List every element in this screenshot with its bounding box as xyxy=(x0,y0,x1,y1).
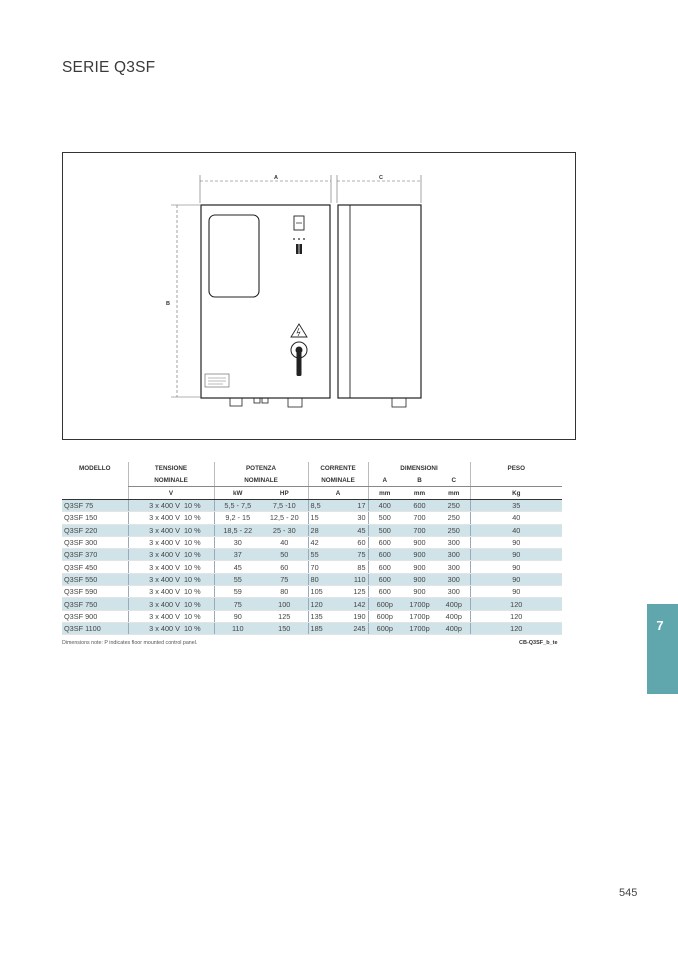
cell-current-max: 45 xyxy=(336,524,368,536)
cell-dim-c: 300 xyxy=(438,536,470,548)
cell-current-max: 75 xyxy=(336,549,368,561)
cell-power-hp: 40 xyxy=(261,536,308,548)
cell-weight: 120 xyxy=(470,622,562,634)
dimension-a-label: A xyxy=(274,175,278,181)
cell-model: Q3SF 550 xyxy=(62,573,128,585)
cell-current-min: 80 xyxy=(308,573,336,585)
header-modello: MODELLO xyxy=(79,464,111,472)
cell-dim-b: 900 xyxy=(401,536,438,548)
cell-dim-a: 600p xyxy=(368,610,401,622)
cell-dim-a: 400 xyxy=(368,500,401,512)
header-potenza: POTENZA xyxy=(214,462,308,474)
cell-weight: 120 xyxy=(470,598,562,610)
cell-weight: 90 xyxy=(470,586,562,598)
cell-power-kw: 9,2 - 15 xyxy=(214,512,261,524)
cell-model: Q3SF 590 xyxy=(62,586,128,598)
cell-current-min: 185 xyxy=(308,622,336,634)
cell-current-min: 42 xyxy=(308,536,336,548)
table-header-row-2 xyxy=(62,474,562,487)
cell-model: Q3SF 450 xyxy=(62,561,128,573)
cell-voltage: 3 x 400 V xyxy=(128,610,182,622)
cell-voltage: 3 x 400 V xyxy=(128,561,182,573)
cell-current-min: 135 xyxy=(308,610,336,622)
cell-power-hp: 12,5 - 20 xyxy=(261,512,308,524)
cell-model: Q3SF 750 xyxy=(62,598,128,610)
cell-dim-a: 600 xyxy=(368,536,401,548)
cell-tolerance: 10 % xyxy=(182,512,214,524)
header-corrente-nominale: NOMINALE xyxy=(308,474,368,487)
cell-power-kw: 55 xyxy=(214,573,261,585)
cell-dim-a: 500 xyxy=(368,524,401,536)
cell-model: Q3SF 300 xyxy=(62,536,128,548)
cell-current-min: 55 xyxy=(308,549,336,561)
cell-current-max: 17 xyxy=(336,500,368,512)
cell-model: Q3SF 75 xyxy=(62,500,128,512)
cell-tolerance: 10 % xyxy=(182,561,214,573)
table-row xyxy=(62,500,562,512)
cell-dim-a: 600 xyxy=(368,561,401,573)
cell-voltage: 3 x 400 V xyxy=(128,573,182,585)
cell-tolerance: 10 % xyxy=(182,610,214,622)
table-row xyxy=(62,610,562,622)
header-dimensioni: DIMENSIONI xyxy=(368,462,470,474)
cell-power-kw: 37 xyxy=(214,549,261,561)
cell-dim-c: 300 xyxy=(438,586,470,598)
cell-current-max: 125 xyxy=(336,586,368,598)
table-row xyxy=(62,598,562,610)
cell-voltage: 3 x 400 V xyxy=(128,512,182,524)
cell-weight: 40 xyxy=(470,512,562,524)
cell-voltage: 3 x 400 V xyxy=(128,536,182,548)
header-unit-mm-c: mm xyxy=(438,487,470,500)
cell-power-hp: 150 xyxy=(261,622,308,634)
cell-dim-b: 700 xyxy=(401,524,438,536)
header-dim-a: A xyxy=(368,474,401,487)
cell-model: Q3SF 370 xyxy=(62,549,128,561)
dimension-c-label: C xyxy=(379,175,383,181)
cell-power-kw: 18,5 - 22 xyxy=(214,524,261,536)
cell-voltage: 3 x 400 V xyxy=(128,524,182,536)
table-header-row-3 xyxy=(62,487,562,500)
cell-dim-c: 400p xyxy=(438,610,470,622)
cell-dim-b: 900 xyxy=(401,586,438,598)
cell-power-kw: 45 xyxy=(214,561,261,573)
header-unit-mm-a: mm xyxy=(368,487,401,500)
header-unit-kw: kW xyxy=(214,487,261,500)
cell-dim-a: 600 xyxy=(368,549,401,561)
cell-voltage: 3 x 400 V xyxy=(128,500,182,512)
header-unit-hp: HP xyxy=(261,487,308,500)
cell-dim-a: 600p xyxy=(368,622,401,634)
cell-current-max: 110 xyxy=(336,573,368,585)
cell-power-hp: 25 - 30 xyxy=(261,524,308,536)
cell-dim-b: 1700p xyxy=(401,610,438,622)
section-tab xyxy=(647,604,678,694)
cell-current-min: 70 xyxy=(308,561,336,573)
cell-current-max: 245 xyxy=(336,622,368,634)
cell-dim-c: 400p xyxy=(438,622,470,634)
cell-tolerance: 10 % xyxy=(182,573,214,585)
cell-power-kw: 59 xyxy=(214,586,261,598)
cell-weight: 90 xyxy=(470,573,562,585)
cell-weight: 90 xyxy=(470,561,562,573)
dimension-b xyxy=(171,205,200,397)
specifications-table xyxy=(62,462,562,635)
cell-weight: 90 xyxy=(470,549,562,561)
cell-current-min: 105 xyxy=(308,586,336,598)
cell-power-kw: 110 xyxy=(214,622,261,634)
cell-power-hp: 125 xyxy=(261,610,308,622)
cell-power-hp: 80 xyxy=(261,586,308,598)
cell-power-hp: 100 xyxy=(261,598,308,610)
cell-current-min: 8,5 xyxy=(308,500,336,512)
page-number: 545 xyxy=(619,887,638,899)
cell-current-max: 85 xyxy=(336,561,368,573)
panel-side-view xyxy=(338,205,421,407)
cell-power-kw: 30 xyxy=(214,536,261,548)
header-corrente: CORRENTE xyxy=(308,462,368,474)
cell-model: Q3SF 150 xyxy=(62,512,128,524)
table-row xyxy=(62,586,562,598)
cell-tolerance: 10 % xyxy=(182,536,214,548)
cell-model: Q3SF 1100 xyxy=(62,622,128,634)
technical-drawing-svg xyxy=(63,153,577,441)
cell-dim-c: 250 xyxy=(438,500,470,512)
cell-model: Q3SF 900 xyxy=(62,610,128,622)
header-potenza-nominale: NOMINALE xyxy=(214,474,308,487)
table-row xyxy=(62,622,562,634)
cell-dim-b: 1700p xyxy=(401,622,438,634)
table-row xyxy=(62,524,562,536)
header-peso: PESO xyxy=(470,462,562,474)
header-unit-kg: Kg xyxy=(470,487,562,500)
cell-dim-a: 600p xyxy=(368,598,401,610)
cell-power-hp: 75 xyxy=(261,573,308,585)
cell-tolerance: 10 % xyxy=(182,524,214,536)
cell-current-max: 142 xyxy=(336,598,368,610)
cell-dim-b: 900 xyxy=(401,573,438,585)
table-row xyxy=(62,536,562,548)
table-header-row-1 xyxy=(62,462,562,474)
cell-weight: 90 xyxy=(470,536,562,548)
header-tensione-nominale: NOMINALE xyxy=(128,474,214,487)
cell-power-kw: 5,5 - 7,5 xyxy=(214,500,261,512)
table-row xyxy=(62,549,562,561)
cell-current-min: 120 xyxy=(308,598,336,610)
header-dim-b: B xyxy=(401,474,438,487)
cell-dim-b: 1700p xyxy=(401,598,438,610)
cell-dim-b: 700 xyxy=(401,512,438,524)
control-panel-drawing xyxy=(62,152,576,440)
cell-dim-b: 900 xyxy=(401,561,438,573)
cell-power-hp: 7,5 -10 xyxy=(261,500,308,512)
cell-dim-b: 600 xyxy=(401,500,438,512)
cell-current-min: 28 xyxy=(308,524,336,536)
dimension-b-label: B xyxy=(166,301,170,307)
cell-power-hp: 60 xyxy=(261,561,308,573)
cell-tolerance: 10 % xyxy=(182,598,214,610)
cell-current-min: 15 xyxy=(308,512,336,524)
section-tab-number: 7 xyxy=(656,618,664,633)
cell-power-kw: 75 xyxy=(214,598,261,610)
cell-voltage: 3 x 400 V xyxy=(128,622,182,634)
cell-dim-c: 300 xyxy=(438,573,470,585)
cell-voltage: 3 x 400 V xyxy=(128,598,182,610)
cell-dim-b: 900 xyxy=(401,549,438,561)
document-code: CB-Q3SF_b_te xyxy=(519,640,558,646)
cell-power-hp: 50 xyxy=(261,549,308,561)
cell-tolerance: 10 % xyxy=(182,586,214,598)
cell-voltage: 3 x 400 V xyxy=(128,549,182,561)
page-title: SERIE Q3SF xyxy=(62,59,156,76)
header-dim-c: C xyxy=(438,474,470,487)
cell-weight: 35 xyxy=(470,500,562,512)
header-unit-v: V xyxy=(128,487,214,500)
dimension-a xyxy=(200,175,331,203)
header-tensione: TENSIONE xyxy=(128,462,214,474)
cell-tolerance: 10 % xyxy=(182,622,214,634)
table-row xyxy=(62,573,562,585)
cell-weight: 40 xyxy=(470,524,562,536)
cell-weight: 120 xyxy=(470,610,562,622)
cell-power-kw: 90 xyxy=(214,610,261,622)
cell-dim-a: 500 xyxy=(368,512,401,524)
cell-dim-c: 300 xyxy=(438,549,470,561)
header-unit-mm-b: mm xyxy=(401,487,438,500)
cell-dim-c: 250 xyxy=(438,524,470,536)
table-row xyxy=(62,512,562,524)
cell-model: Q3SF 220 xyxy=(62,524,128,536)
cell-dim-c: 400p xyxy=(438,598,470,610)
cell-dim-c: 300 xyxy=(438,561,470,573)
cell-tolerance: 10 % xyxy=(182,500,214,512)
cell-dim-c: 250 xyxy=(438,512,470,524)
cell-dim-a: 600 xyxy=(368,586,401,598)
cell-voltage: 3 x 400 V xyxy=(128,586,182,598)
cell-current-max: 60 xyxy=(336,536,368,548)
header-unit-a: A xyxy=(308,487,368,500)
cell-tolerance: 10 % xyxy=(182,549,214,561)
cell-current-max: 190 xyxy=(336,610,368,622)
dimensions-note: Dimensions note: P indicates floor mounted control panel. xyxy=(62,640,198,646)
panel-front-view xyxy=(201,205,330,407)
cell-current-max: 30 xyxy=(336,512,368,524)
cell-dim-a: 600 xyxy=(368,573,401,585)
table-row xyxy=(62,561,562,573)
